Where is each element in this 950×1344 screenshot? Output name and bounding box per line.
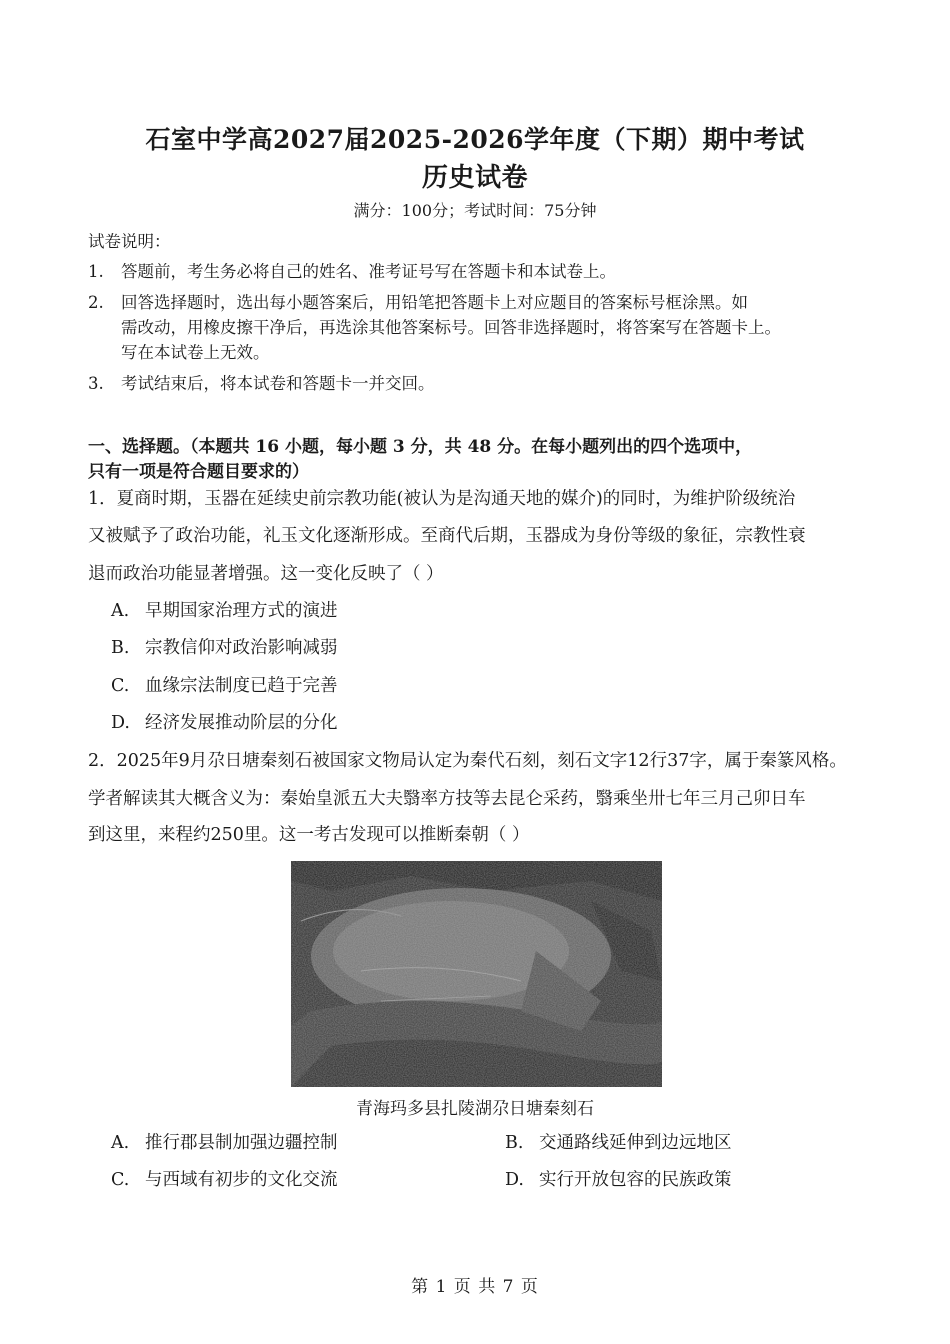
photo-caption: 青海玛多县扎陵湖尕日塘秦刻石 xyxy=(356,1099,594,1119)
question-2-option-c: C. 与西域有初步的文化交流 xyxy=(111,1170,338,1190)
section-heading: 一、选择题。（本题共 16 小题，每小题 3 分，共 48 分。在每小题列出的四个选项中， xyxy=(88,437,753,457)
instruction-number: 2. xyxy=(88,293,104,312)
question-2-option-a: A. 推行郡县制加强边疆控制 xyxy=(111,1133,338,1153)
instruction-text: 考试结束后，将本试卷和答题卡一并交回。 xyxy=(121,374,435,393)
instruction-text: 需改动，用橡皮擦干净后，再选涂其他答案标号。回答非选择题时，将答案写在答题卡上。 xyxy=(121,318,781,337)
question-1-text: 退而政治功能显著增强。这一变化反映了（ ） xyxy=(88,564,444,584)
question-2-text: 学者解读其大概含义为：秦始皇派五大夫翳率方技等去昆仑采药，翳乘坐卅七年三月己卯日车 xyxy=(88,789,806,809)
score-time-line: 满分：100分；考试时间：75分钟 xyxy=(353,201,597,220)
instruction-text: 答题前，考生务必将自己的姓名、准考证号写在答题卡和本试卷上。 xyxy=(121,262,616,281)
rock-texture-image xyxy=(291,861,662,1087)
question-1-option-d: D. 经济发展推动阶层的分化 xyxy=(111,713,338,733)
instructions-heading: 试卷说明： xyxy=(88,232,171,251)
question-2-text: 2．2025年9月尕日塘秦刻石被国家文物局认定为秦代石刻，刻石文字12行37字，属于秦篆风格。 xyxy=(88,751,847,771)
question-1-option-a: A. 早期国家治理方式的演进 xyxy=(111,601,338,621)
question-2-text: 到这里，来程约250里。这一考古发现可以推断秦朝（ ） xyxy=(88,825,530,845)
instruction-number: 1. xyxy=(88,262,104,281)
stone-inscription-photo xyxy=(291,861,662,1087)
page-number: 第 1 页 共 7 页 xyxy=(411,1277,539,1297)
exam-subject-title: 历史试卷 xyxy=(421,163,528,193)
instruction-text: 写在本试卷上无效。 xyxy=(121,343,270,362)
instruction-text: 回答选择题时，选出每小题答案后，用铅笔把答题卡上对应题目的答案标号框涂黑。如 xyxy=(121,293,748,312)
exam-title: 石室中学高2027届2025-2026学年度（下期）期中考试 xyxy=(145,125,805,154)
question-2-option-d: D. 实行开放包容的民族政策 xyxy=(505,1170,732,1190)
question-2-option-b: B. 交通路线延伸到边远地区 xyxy=(505,1133,732,1153)
question-1-text: 1．夏商时期，玉器在延续史前宗教功能(被认为是沟通天地的媒介)的同时，为维护阶级统治 xyxy=(88,489,796,509)
question-1-text: 又被赋予了政治功能，礼玉文化逐渐形成。至商代后期，玉器成为身份等级的象征，宗教性衰 xyxy=(88,526,806,546)
instruction-number: 3. xyxy=(88,374,104,393)
section-heading-cont: 只有一项是符合题目要求的） xyxy=(88,462,309,482)
question-1-option-b: B. 宗教信仰对政治影响减弱 xyxy=(111,638,338,658)
question-1-option-c: C. 血缘宗法制度已趋于完善 xyxy=(111,676,338,696)
